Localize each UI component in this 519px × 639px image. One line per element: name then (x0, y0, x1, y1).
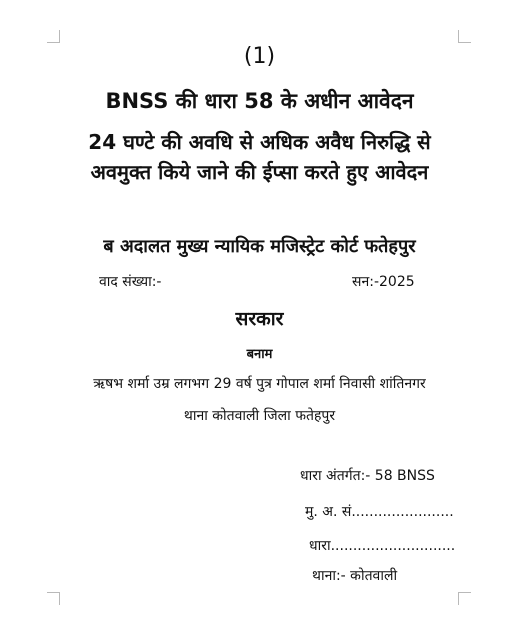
section-under-field: धारा अंतर्गत:- 58 BNSS (300, 468, 435, 484)
case-number-label: वाद संख्या:- (99, 274, 162, 290)
crop-mark-bottom-left (47, 592, 60, 605)
page-number: (1) (243, 44, 276, 69)
case-year-label: सन:-2025 (352, 274, 415, 290)
document-subtitle-line-2: अवमुक्त किये जाने की ईप्सा करते हुए आवेदन (90, 160, 429, 184)
accused-details-line-2: थाना कोतवाली जिला फतेहपुर (183, 408, 336, 424)
document-subtitle-line-1: 24 घण्टे की अवधि से अधिक अवैध निरुद्धि से (88, 130, 431, 154)
versus-label: बनाम (246, 347, 273, 362)
crop-mark-top-left (47, 30, 60, 43)
crime-number-field: मु. अ. सं....................... (305, 504, 454, 520)
crop-mark-top-right (458, 30, 471, 43)
document-title: BNSS की धारा 58 के अधीन आवेदन (105, 89, 414, 113)
police-station-field: थाना:- कोतवाली (312, 568, 398, 584)
accused-details-line-1: ऋषभ शर्मा उम्र लगभग 29 वर्ष पुत्र गोपाल शर्मा निवासी शांतिनगर (93, 376, 426, 392)
court-name: ब अदालत मुख्य न्यायिक मजिस्ट्रेट कोर्ट फतेहपुर (103, 236, 416, 257)
complainant-name: सरकार (235, 308, 284, 330)
crop-mark-bottom-right (458, 592, 471, 605)
section-field: धारा............................ (309, 538, 456, 554)
